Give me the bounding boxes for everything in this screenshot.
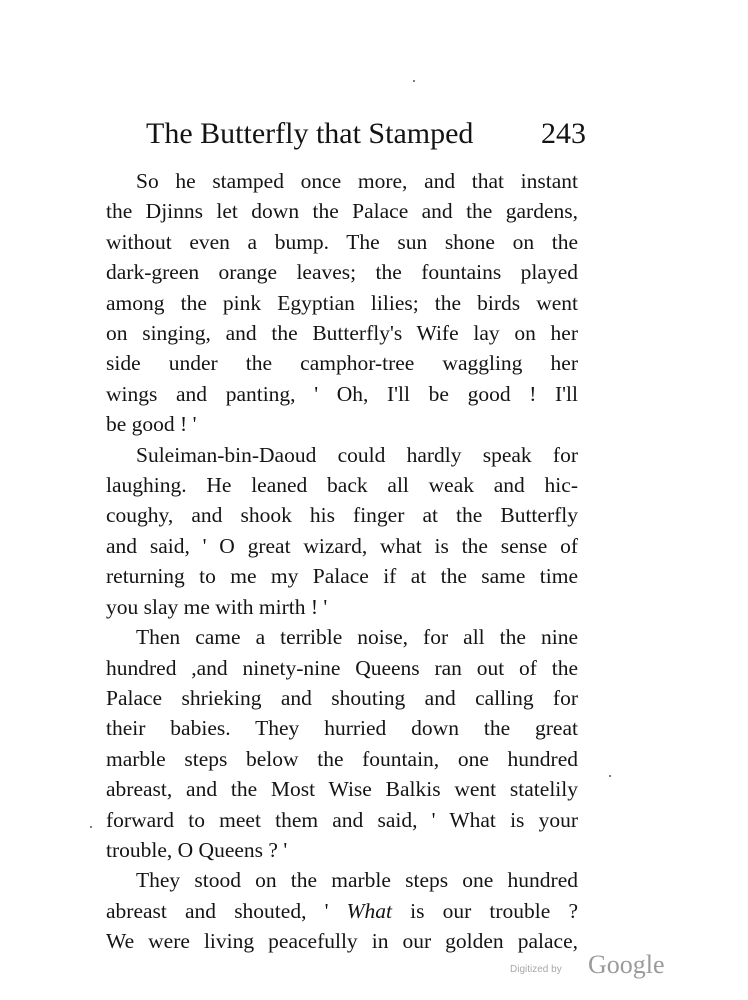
text-line: Then came a terrible noise, for all the nine (136, 625, 578, 650)
text-line: Suleiman-bin-Daoud could hardly speak for (136, 442, 578, 467)
text-line: on singing, and the Butterfly's Wife lay on her (106, 321, 578, 346)
running-title: The Butterfly that Stamped (146, 117, 474, 150)
paragraph (106, 622, 578, 865)
page-body (106, 166, 578, 957)
text-line: forward to meet them and said, ' What is your (106, 807, 578, 832)
text-line: Palace shrieking and shouting and calling for (106, 685, 578, 710)
digitized-by-google-watermark (510, 950, 676, 984)
text-line: you slay me with mirth ! ' (106, 594, 328, 619)
text-line: dark-green orange leaves; the fountains played (106, 260, 578, 285)
text-line: They stood on the marble steps one hundred (136, 868, 578, 893)
text-line: trouble, O Queens ? ' (106, 837, 288, 862)
text-line: hundred ,and ninety-nine Queens ran out of the (106, 655, 578, 680)
text-line: and said, ' O great wizard, what is the sense of (106, 533, 578, 558)
text-line: side under the camphor-tree waggling her (106, 351, 578, 376)
text-line: their babies. They hurried down the great (106, 716, 578, 741)
digitized-label: Digitized by (510, 964, 562, 975)
text-line-with-italic: abreast and shouted, ' What is our trouble ? (106, 898, 578, 923)
scan-speck (413, 80, 415, 82)
scan-speck (90, 826, 92, 828)
text-line: returning to me my Palace if at the same time (106, 564, 578, 589)
google-logo: Google (588, 950, 665, 979)
text-line: We were living peacefully in our golden palace, (106, 929, 578, 954)
paragraph (106, 865, 578, 956)
text-line: the Djinns let down the Palace and the gardens, (106, 199, 578, 224)
scan-speck (609, 775, 611, 777)
text-line: So he stamped once more, and that instant (136, 169, 578, 193)
paragraph (106, 166, 578, 440)
paragraph (106, 440, 578, 622)
text-line: coughy, and shook his finger at the Butterfly (106, 503, 578, 528)
text-line: marble steps below the fountain, one hundred (106, 746, 578, 771)
text-line: without even a bump. The sun shone on the (106, 229, 578, 254)
text-line: laughing. He leaned back all weak and hic- (106, 473, 578, 498)
emphasized-word: What (346, 898, 392, 923)
text-line: abreast, and the Most Wise Balkis went statelily (106, 777, 578, 802)
text-line: be good ! ' (106, 412, 197, 437)
text-line: among the pink Egyptian lilies; the birds went (106, 290, 578, 315)
text-line: wings and panting, ' Oh, I'll be good ! I'll (106, 381, 578, 406)
page-number: 243 (541, 117, 586, 150)
